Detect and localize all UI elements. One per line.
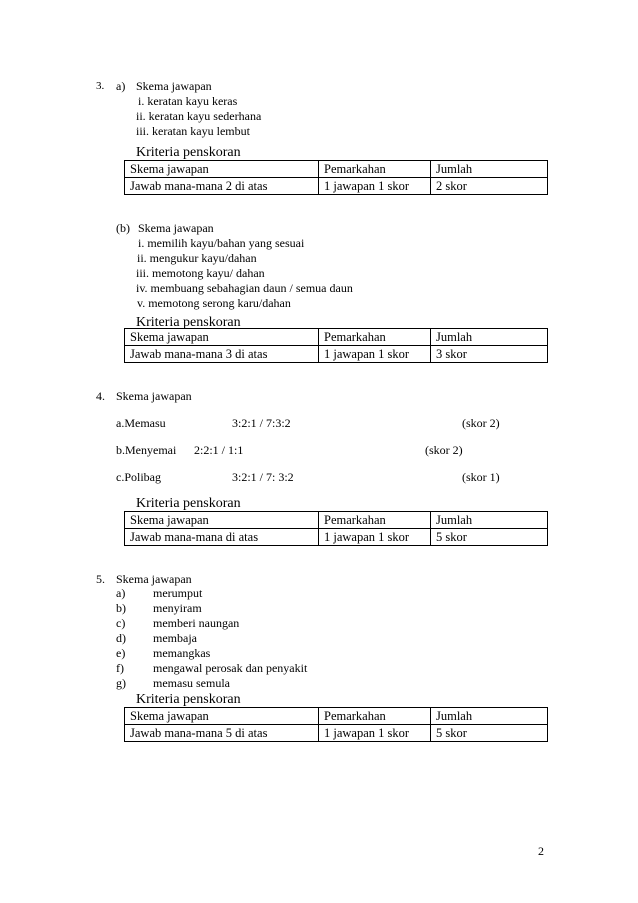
table-header-cell: Jumlah [431,329,548,346]
q3-number: 3. [96,80,105,92]
q4-heading: Skema jawapan [116,389,192,403]
table-cell: 3 skor [431,346,548,363]
q5-item-text: membaja [153,631,197,645]
table-header-cell: Jumlah [431,161,548,178]
q4-item-ratio: 3:2:1 / 7: 3:2 [232,470,294,484]
q3a-item: ii. keratan kayu sederhana [136,109,262,123]
q4-item-ratio: 2:2:1 / 1:1 [194,443,244,457]
q4-criteria-title: Kriteria penskoran [136,496,241,511]
table-header-cell: Skema jawapan [125,708,319,725]
q5-item-label: g) [116,676,126,690]
q5-item-label: f) [116,661,124,675]
table-header-row [125,161,548,178]
q5-item-text: memasu semula [153,676,230,690]
q4-item-ratio: 3:2:1 / 7:3:2 [232,416,291,430]
table-row [125,346,548,363]
q5-item-label: c) [116,616,126,630]
q5-item-label: b) [116,601,126,615]
table-row [125,529,548,546]
q5-item-text: merumput [153,586,203,600]
q5-item-text: menyiram [153,601,202,615]
table-cell: 1 jawapan 1 skor [319,529,431,546]
q3a-item: iii. keratan kayu lembut [136,124,250,138]
q3b-item: iii. memotong kayu/ dahan [136,266,265,280]
table-header-row [125,512,548,529]
q3a-criteria-title: Kriteria penskoran [136,145,241,160]
q5-heading: Skema jawapan [116,572,192,586]
table-cell: 1 jawapan 1 skor [319,178,431,195]
table-header-cell: Pemarkahan [319,512,431,529]
table-header-row [125,708,548,725]
q3b-label: (b) [116,221,130,235]
table-cell: Jawab mana-mana 2 di atas [125,178,319,195]
q3b-heading: Skema jawapan [138,221,214,235]
q3b-item: v. memotong serong karu/dahan [137,296,291,310]
q3a-heading: Skema jawapan [136,79,212,93]
table-cell: Jawab mana-mana 5 di atas [125,725,319,742]
q4-criteria-table [124,511,548,546]
table-header-cell: Skema jawapan [125,512,319,529]
q5-item-label: a) [116,586,126,600]
q3b-criteria-table [124,328,548,363]
table-cell: 5 skor [431,529,548,546]
q5-criteria-table [124,707,548,742]
table-cell: 1 jawapan 1 skor [319,346,431,363]
q3b-item: iv. membuang sebahagian daun / semua daun [136,281,353,295]
q4-number: 4. [96,389,105,403]
table-header-cell: Skema jawapan [125,161,319,178]
table-header-cell: Pemarkahan [319,708,431,725]
table-cell: 1 jawapan 1 skor [319,725,431,742]
q5-criteria-title: Kriteria penskoran [136,692,241,707]
q4-item-score: (skor 2) [462,416,500,430]
q4-item-score: (skor 2) [425,443,463,457]
table-header-row [125,329,548,346]
q5-number: 5. [96,572,105,586]
q5-item-text: memberi naungan [153,616,240,630]
page-number: 2 [538,844,544,858]
table-cell: Jawab mana-mana di atas [125,529,319,546]
q5-item-label: d) [116,631,126,645]
table-cell: 5 skor [431,725,548,742]
q3a-item: i. keratan kayu keras [138,94,238,108]
table-cell: 2 skor [431,178,548,195]
q4-item-label: b.Menyemai [116,443,177,457]
table-header-cell: Jumlah [431,512,548,529]
q5-item-text: mengawal perosak dan penyakit [153,661,308,675]
table-header-cell: Skema jawapan [125,329,319,346]
table-header-cell: Pemarkahan [319,161,431,178]
q5-item-label: e) [116,646,126,660]
q5-item-text: memangkas [153,646,211,660]
q4-item-score: (skor 1) [462,470,500,484]
q4-item-label: a.Memasu [116,416,166,430]
q3b-item: ii. mengukur kayu/dahan [137,251,257,265]
table-row [125,178,548,195]
table-header-cell: Jumlah [431,708,548,725]
q4-item-label: c.Polibag [116,470,161,484]
table-row [125,725,548,742]
q3a-criteria-table [124,160,548,195]
q3a-label: a) [116,79,126,93]
q3b-criteria-title: Kriteria penskoran [136,315,241,330]
table-cell: Jawab mana-mana 3 di atas [125,346,319,363]
q3b-item: i. memilih kayu/bahan yang sesuai [138,236,305,250]
table-header-cell: Pemarkahan [319,329,431,346]
